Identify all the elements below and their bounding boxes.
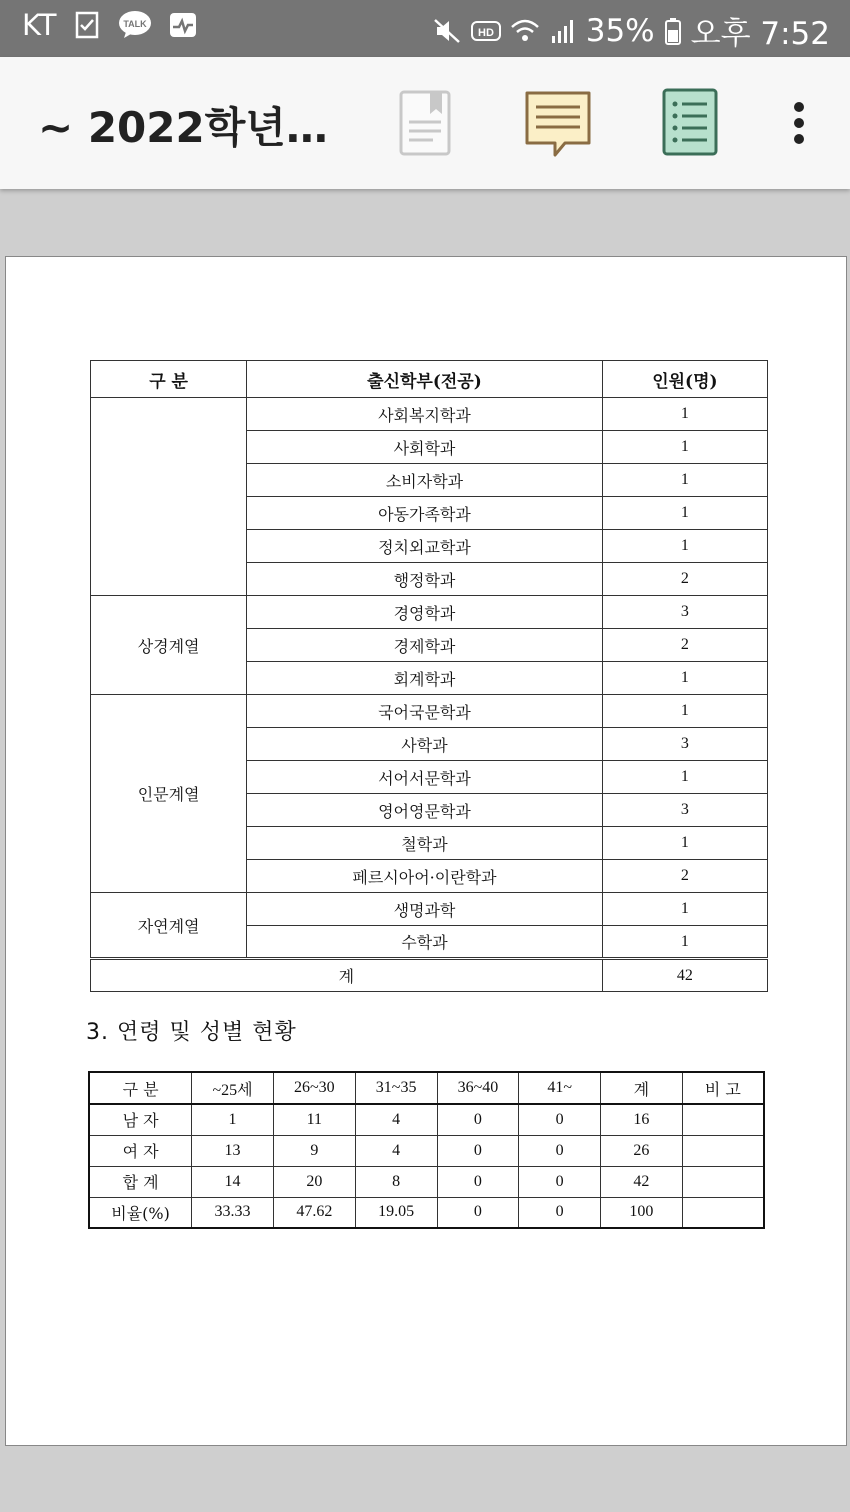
major-cell: 철학과: [247, 827, 603, 860]
wifi-icon: [510, 16, 540, 46]
count-cell: 3: [602, 794, 767, 827]
value-cell: 0: [519, 1104, 601, 1135]
row-label: 여 자: [89, 1135, 192, 1166]
value-cell: 4: [355, 1104, 437, 1135]
major-cell: 아동가족학과: [247, 497, 603, 530]
table-row: [89, 1104, 764, 1135]
document-page[interactable]: [5, 256, 847, 1446]
age-gender-table: [88, 1071, 765, 1229]
major-cell: 회계학과: [247, 662, 603, 695]
count-cell: 2: [602, 860, 767, 893]
row-label: 합 계: [89, 1166, 192, 1197]
more-options-icon[interactable]: [788, 101, 810, 145]
value-cell: 4: [355, 1135, 437, 1166]
value-cell: 11: [273, 1104, 355, 1135]
row-label: 남 자: [89, 1104, 192, 1135]
category-cell: 인문계열: [91, 695, 247, 893]
total-label: 계: [91, 959, 603, 992]
table-row: [89, 1135, 764, 1166]
value-cell: 47.62: [273, 1197, 355, 1228]
table-row: [89, 1197, 764, 1228]
value-cell: 1: [192, 1104, 274, 1135]
major-cell: 페르시아어·이란학과: [247, 860, 603, 893]
value-cell: 19.05: [355, 1197, 437, 1228]
major-cell: 영어영문학과: [247, 794, 603, 827]
value-cell: 9: [273, 1135, 355, 1166]
value-cell: 16: [601, 1104, 683, 1135]
count-cell: 1: [602, 530, 767, 563]
major-cell: 사회학과: [247, 431, 603, 464]
clock: 오후 7:52: [690, 16, 830, 52]
value-cell: 13: [192, 1135, 274, 1166]
value-cell: 100: [601, 1197, 683, 1228]
note-cell: [682, 1166, 764, 1197]
table-row: [91, 398, 768, 431]
count-cell: 1: [602, 761, 767, 794]
carrier-label: KT: [22, 8, 57, 42]
value-cell: 26: [601, 1135, 683, 1166]
header-cell: 비 고: [682, 1072, 764, 1104]
table-row: [91, 596, 768, 629]
major-cell: 국어국문학과: [247, 695, 603, 728]
header-category: 구 분: [91, 361, 247, 398]
value-cell: 0: [519, 1135, 601, 1166]
count-cell: 2: [602, 563, 767, 596]
major-cell: 사회복지학과: [247, 398, 603, 431]
header-cell: 구 분: [89, 1072, 192, 1104]
value-cell: 0: [437, 1104, 519, 1135]
header-cell: 26~30: [273, 1072, 355, 1104]
major-cell: 행정학과: [247, 563, 603, 596]
value-cell: 14: [192, 1166, 274, 1197]
comment-icon[interactable]: [524, 90, 592, 160]
table-row: [89, 1166, 764, 1197]
major-table: [90, 360, 768, 992]
value-cell: 0: [437, 1197, 519, 1228]
status-bar: [0, 0, 850, 57]
checklist-notification-icon: [72, 10, 102, 40]
signal-icon: [548, 16, 578, 46]
table-row: [91, 893, 768, 926]
major-cell: 생명과학: [247, 893, 603, 926]
count-cell: 1: [602, 497, 767, 530]
value-cell: 20: [273, 1166, 355, 1197]
category-cell: 상경계열: [91, 596, 247, 695]
count-cell: 1: [602, 695, 767, 728]
bookmark-page-icon[interactable]: [398, 89, 452, 157]
mute-icon: [432, 16, 462, 46]
header-cell: 31~35: [355, 1072, 437, 1104]
count-cell: 1: [602, 398, 767, 431]
row-label: 비율(%): [89, 1197, 192, 1228]
value-cell: 0: [437, 1166, 519, 1197]
note-cell: [682, 1104, 764, 1135]
hd-text: HD: [477, 26, 494, 39]
value-cell: 0: [519, 1166, 601, 1197]
count-cell: 3: [602, 728, 767, 761]
value-cell: 8: [355, 1166, 437, 1197]
document-title: ~ 2022학년…: [38, 103, 328, 152]
category-cell: 자연계열: [91, 893, 247, 959]
value-cell: 33.33: [192, 1197, 274, 1228]
header-count: 인원(명): [602, 361, 767, 398]
app-bar: [0, 57, 850, 189]
major-cell: 서어서문학과: [247, 761, 603, 794]
health-activity-icon: [168, 10, 198, 40]
header-cell: 계: [601, 1072, 683, 1104]
major-cell: 사학과: [247, 728, 603, 761]
note-cell: [682, 1197, 764, 1228]
count-cell: 1: [602, 464, 767, 497]
total-value: 42: [602, 959, 767, 992]
section-heading: 3. 연령 및 성별 현황: [86, 1020, 297, 1045]
battery-percent: 35%: [585, 12, 655, 49]
count-cell: 1: [602, 662, 767, 695]
count-cell: 1: [602, 431, 767, 464]
count-cell: 1: [602, 893, 767, 926]
table-of-contents-icon[interactable]: [662, 88, 718, 156]
value-cell: 0: [519, 1197, 601, 1228]
header-cell: 36~40: [437, 1072, 519, 1104]
note-cell: [682, 1135, 764, 1166]
talk-text: TALK: [123, 19, 148, 29]
table-row: [91, 695, 768, 728]
value-cell: 0: [437, 1135, 519, 1166]
count-cell: 1: [602, 827, 767, 860]
count-cell: 1: [602, 926, 767, 959]
header-major: 출신학부(전공): [247, 361, 603, 398]
battery-icon: [663, 16, 683, 46]
major-cell: 수학과: [247, 926, 603, 959]
major-cell: 정치외교학과: [247, 530, 603, 563]
category-cell: [91, 398, 247, 596]
header-cell: 41~: [519, 1072, 601, 1104]
major-cell: 소비자학과: [247, 464, 603, 497]
count-cell: 2: [602, 629, 767, 662]
kakaotalk-icon: [118, 10, 152, 40]
major-cell: 경영학과: [247, 596, 603, 629]
total-row: [91, 959, 768, 992]
major-cell: 경제학과: [247, 629, 603, 662]
count-cell: 3: [602, 596, 767, 629]
value-cell: 42: [601, 1166, 683, 1197]
hd-voice-icon: [470, 16, 502, 46]
header-cell: ~25세: [192, 1072, 274, 1104]
